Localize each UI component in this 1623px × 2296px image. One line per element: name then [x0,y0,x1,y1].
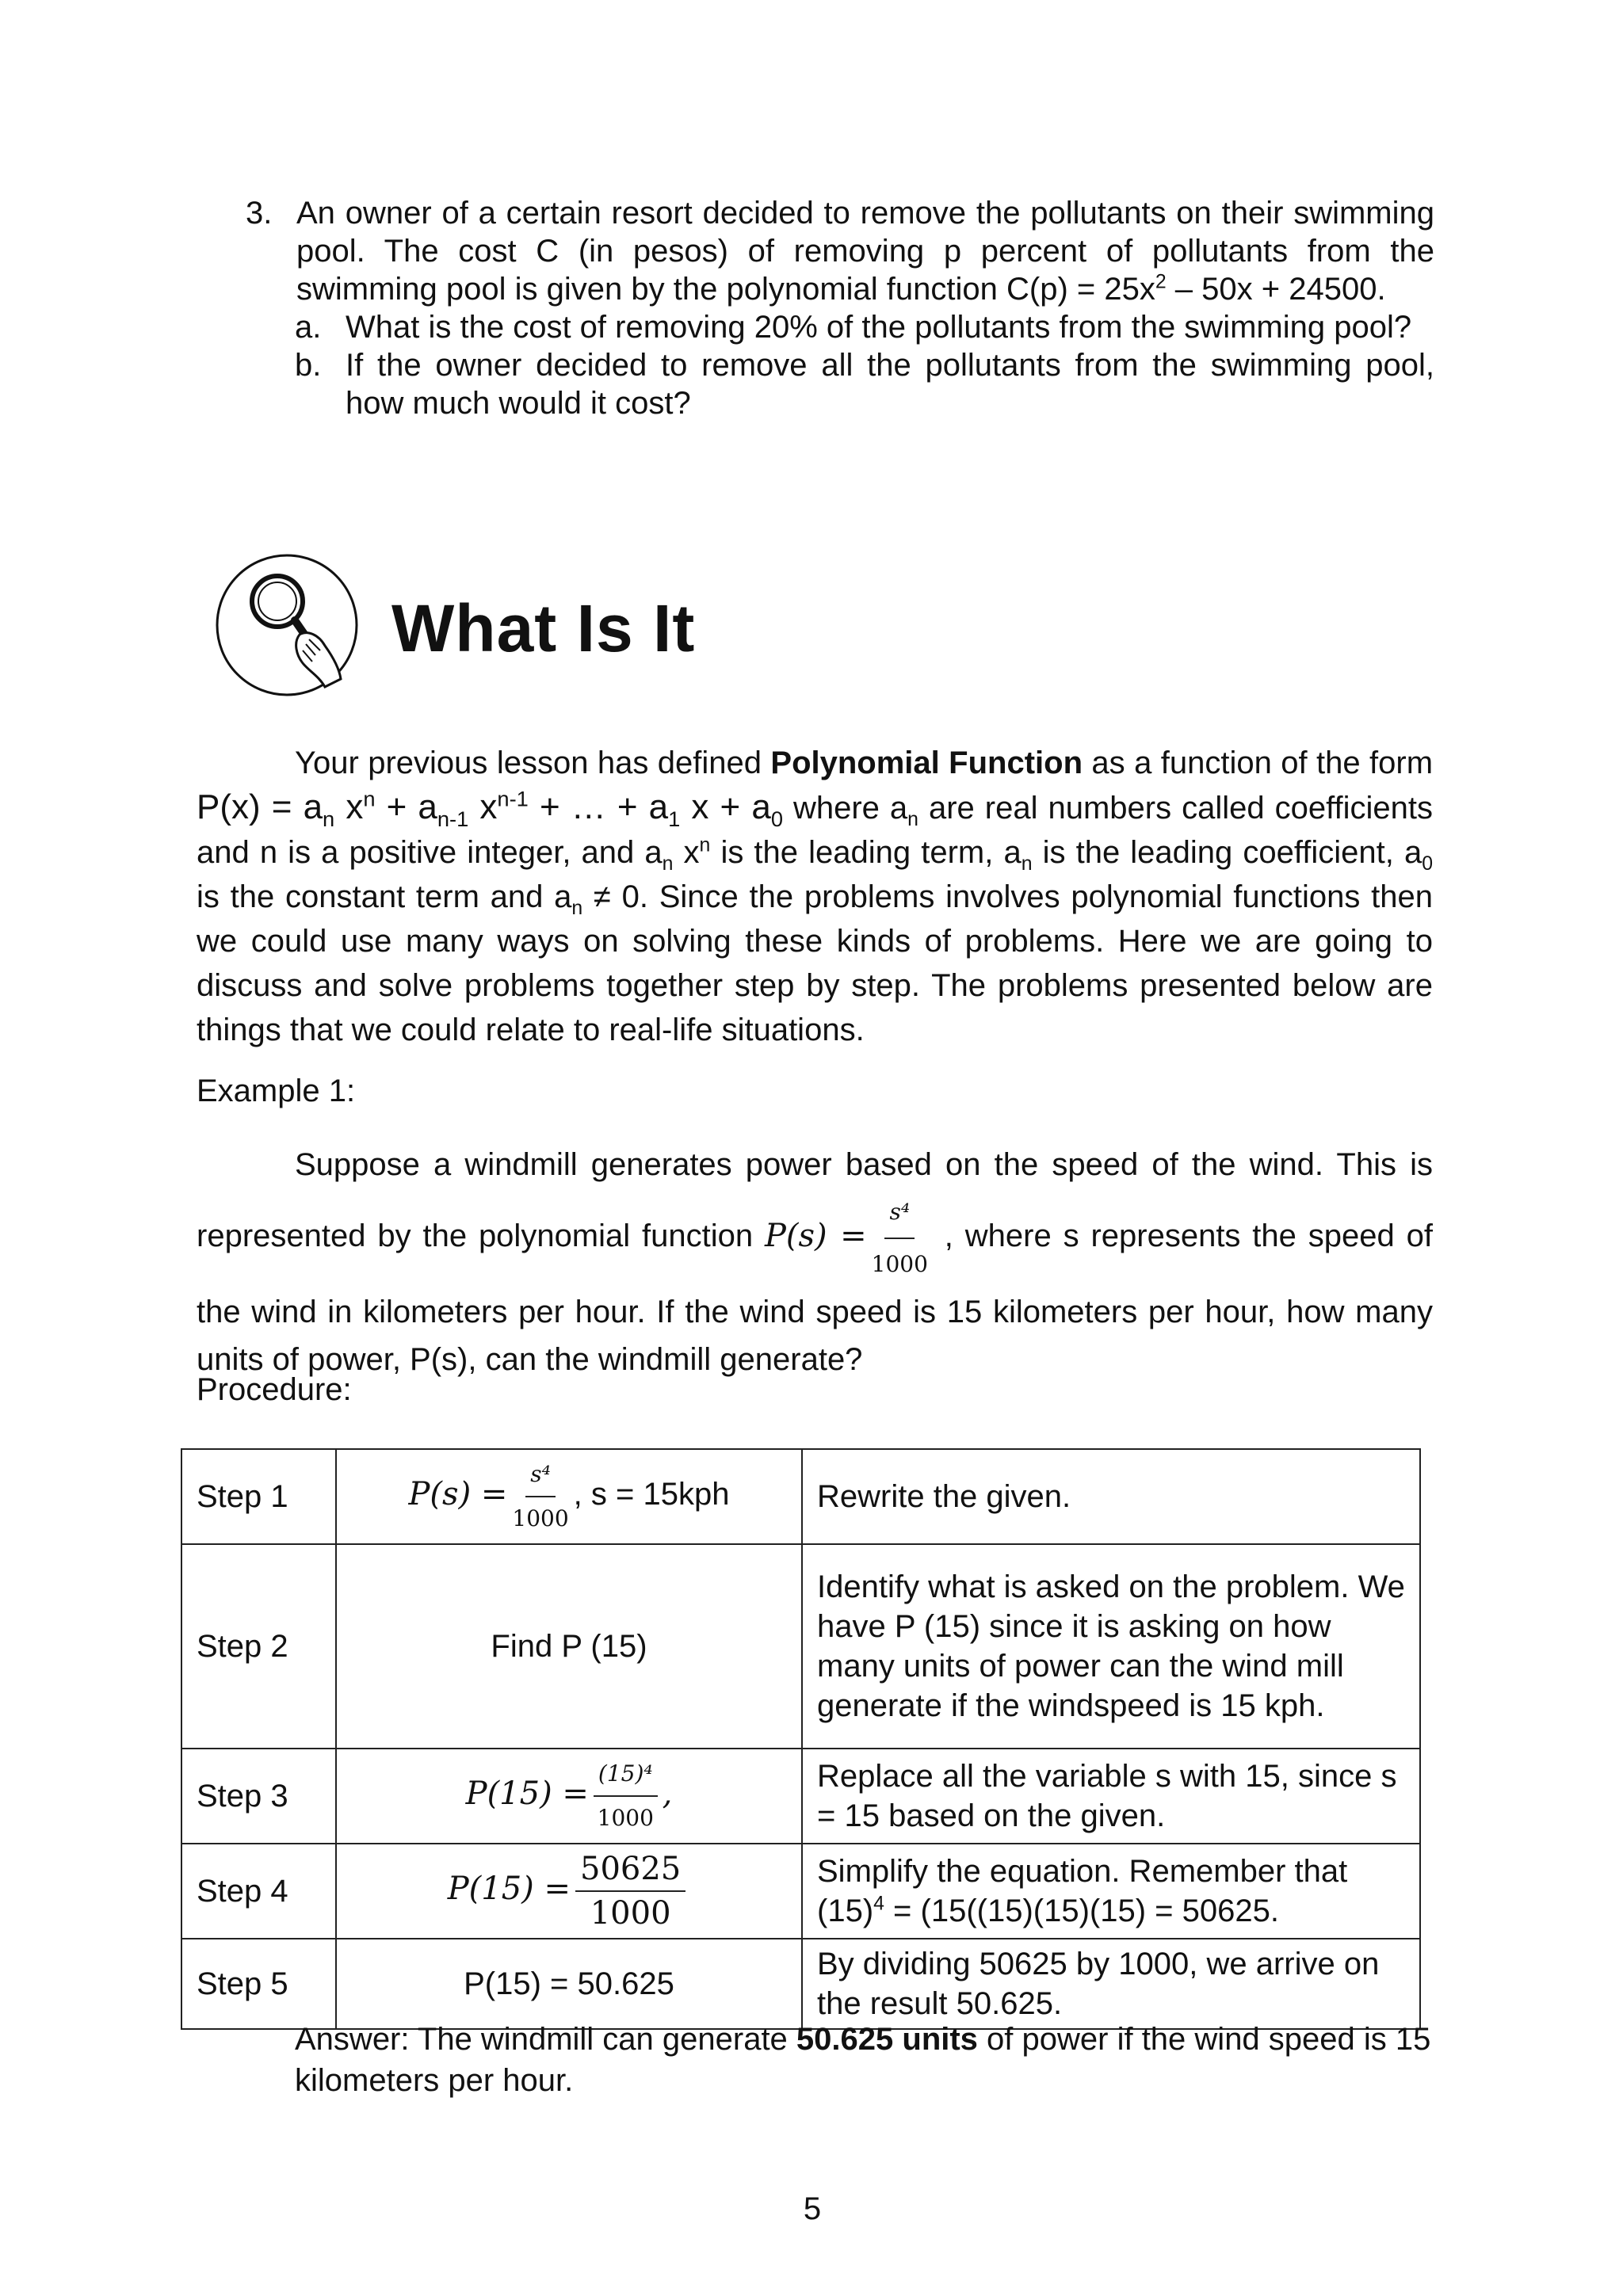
step-description: By dividing 50625 by 1000, we arrive on the result 50.625. [802,1939,1420,2029]
table-row [181,1749,1420,1844]
example-1-text: Suppose a windmill generates power based on the speed of the wind. This is represented by the polynomial function P(s) = $\frac{\text{s⁴}}{1000}$ , where s represents the speed of the wind in kilometers per hour. If the wind speed is 15 kilometers per hour, how many units of power, P(s), can the windmill generate? [197,1147,1433,1377]
table-row [181,1939,1420,2029]
problem-3 [246,194,1434,422]
step-label: Step 4 [181,1844,336,1939]
problem-3-text: An owner of a certain resort decided to remove the pollutants on their swimming pool. The cost C (in pesos) of removing p percent of pollutants from the swimming pool is given by the polynomial function $C(p) = 25x^2 - 50x + 24500$. [296,196,1434,307]
problem-number: 3. [246,196,273,231]
step-description: Identify what is asked on the problem. We have P (15) since it is asking on how many units of power can the wind mill generate if the windspeed is 15 kph. [802,1544,1420,1749]
procedure-label: Procedure: [197,1372,352,1407]
windmill-formula: P(s) = $\frac{\text{s⁴}}{1000}$ [765,1218,933,1254]
step-label: Step 2 [181,1544,336,1749]
step-label: Step 3 [181,1749,336,1844]
table-row [181,1844,1420,1939]
step-formula: P(15) = 50.625 [336,1939,802,2029]
step-label: Step 1 [181,1449,336,1544]
page-number: 5 [803,2191,822,2226]
step-formula: P(s) = $\frac{\text{s⁴}}{1000}$ , s = 15kph [336,1449,802,1544]
step-formula: P(15) = $\frac{\text{(15)⁴}}{1000}$ , [336,1749,802,1844]
table-row [181,1544,1420,1749]
magnifying-glass-icon [214,552,360,698]
step-formula: P(15) = $\frac{50625}{1000}$ [336,1844,802,1939]
example-label: Example 1: [197,1074,356,1108]
intro-paragraph: Your previous lesson has defined Polynomial Function as a function of the form $P(x) = a_n$ $x^n + a_{n-1}$ $x^{n-1}$ + … + $a_1$ $x + a_0$ where $a_n$ are real numbers called coefficients and n is a positive integer, and $a_n$ $x^n$ is the leading term, $a_n$ is the leading coefficient, $a_0$ is the constant term and $a_n \ne 0$. Since the problems involves polynomial functions then we could use many ways on solving these kinds of problems. Here we are going to discuss and solve problems together step by step. The problems presented below are things that we could relate to real-life situations. [197,746,1434,1047]
sub-question-a: a. What is the cost of removing 20% of the pollutants from the swimming pool? [295,310,1412,345]
procedure-table [181,1448,1421,2030]
step-description: Replace all the variable s with 15, since s = 15 based on the given. [802,1749,1420,1844]
sub-question-b: b. If the owner decided to remove all the pollutants from the swimming pool, how much would it cost? [295,348,1434,421]
step-description: Simplify the equation. Remember that $(15)^4 = (15((15)(15)(15) = 50625$. [802,1844,1420,1939]
step-description: Rewrite the given. [802,1449,1420,1544]
step-formula: Find P (15) [336,1544,802,1749]
table-row [181,1449,1420,1544]
step-label: Step 5 [181,1939,336,2029]
section-title: What Is It [391,591,696,666]
answer-text: Answer: The windmill can generate 50.625 units of power if the wind speed is 15 kilometers per hour. [295,2022,1431,2098]
